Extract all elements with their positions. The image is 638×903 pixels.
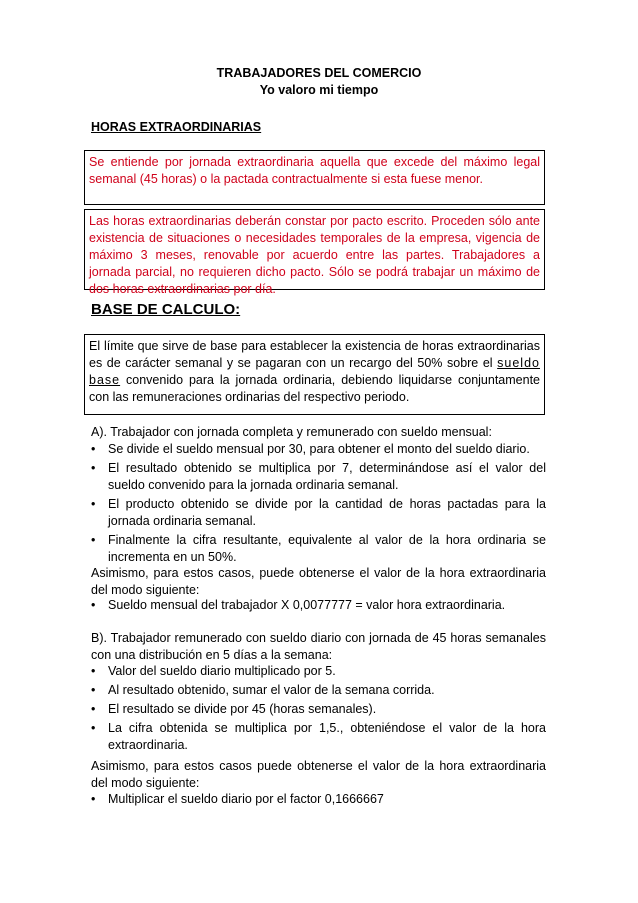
list-item: • El resultado obtenido se multiplica por 7, determinándose así el valor del sueldo convenido para la jornada ordinaria semanal.: [91, 461, 546, 492]
list-item: • Finalmente la cifra resultante, equivalente al valor de la hora ordinaria se incrementa en un 50%.: [91, 533, 546, 564]
part-a-bullet-list: [91, 441, 546, 568]
section-heading-overtime: HORAS EXTRAORDINARIAS: [91, 120, 262, 134]
calculation-base-underlined: sueldo base: [89, 356, 540, 387]
part-b-intro: B). Trabajador remunerado con sueldo diario con jornada de 45 horas semanales con una distribución en 5 días a la semana:: [91, 631, 546, 662]
bullet-icon: •: [91, 792, 96, 806]
calculation-base-text-2: convenido para la jornada ordinaria, debiendo liquidarse conjuntamente con las remuneraciones ordinarias del respectivo periodo.: [89, 373, 540, 404]
list-item: • El resultado se divide por 45 (horas semanales).: [91, 702, 377, 716]
list-item: • Se divide el sueldo mensual por 30, para obtener el monto del sueldo diario.: [91, 442, 530, 456]
calculation-base-text-1: El límite que sirve de base para establecer la existencia de horas extraordinarias es de carácter semanal y se pagaran con un recargo del 50% sobre el: [89, 339, 540, 370]
part-b-alternative-intro: Asimismo, para estos casos puede obtenerse el valor de la hora extraordinaria del modo siguiente:: [91, 759, 546, 790]
document-subtitle: Yo valoro mi tiempo: [259, 83, 379, 97]
bullet-icon: •: [91, 683, 96, 697]
part-a-intro: A). Trabajador con jornada completa y remunerado con sueldo mensual:: [91, 425, 492, 439]
part-b-bullet-list: [91, 663, 546, 756]
bullet-icon: •: [91, 664, 96, 678]
definition-box: [84, 150, 545, 205]
document-title: TRABAJADORES DEL COMERCIO: [216, 66, 422, 80]
part-a-alternative-intro: Asimismo, para estos casos, puede obtenerse el valor de la hora extraordinaria del modo siguiente:: [91, 566, 546, 597]
bullet-icon: •: [91, 442, 96, 456]
list-item: • Sueldo mensual del trabajador X 0,0077777 = valor hora extraordinaria.: [91, 598, 506, 612]
bullet-icon: •: [91, 461, 96, 475]
section-heading-calculation-base: BASE DE CALCULO:: [91, 301, 241, 318]
list-item: • Multiplicar el sueldo diario por el factor 0,1666667: [91, 792, 384, 806]
part-a-alternative-list: [91, 597, 546, 616]
list-item: • El producto obtenido se divide por la cantidad de horas pactadas para la jornada ordinaria semanal.: [91, 497, 546, 528]
bullet-icon: •: [91, 497, 96, 511]
calculation-base-box: [84, 334, 545, 415]
definition-text: Se entiende por jornada extraordinaria aquella que excede del máximo legal semanal (45 horas) o la pactada contractualmente si esta fuese menor.: [89, 155, 540, 186]
part-b-alternative-list: [91, 791, 546, 810]
bullet-icon: •: [91, 533, 96, 547]
list-item: • Al resultado obtenido, sumar el valor de la semana corrida.: [91, 683, 435, 697]
list-item: • Valor del sueldo diario multiplicado por 5.: [91, 664, 336, 678]
list-item: • La cifra obtenida se multiplica por 1,5., obteniéndose el valor de la hora extraordinaria.: [91, 721, 546, 752]
conditions-text: Las horas extraordinarias deberán constar por pacto escrito. Proceden sólo ante existencia de situaciones o necesidades temporales de la empresa, vigencia de máximo 3 meses, renovable por acuerdo entre las partes. Trabajadores a jornada parcial, no requieren dicho pacto. Sólo se podrá trabajar un máximo de dos horas extraordinarias por día.: [89, 214, 540, 296]
conditions-box: [84, 209, 545, 296]
bullet-icon: •: [91, 598, 96, 612]
bullet-icon: •: [91, 721, 96, 735]
bullet-icon: •: [91, 702, 96, 716]
